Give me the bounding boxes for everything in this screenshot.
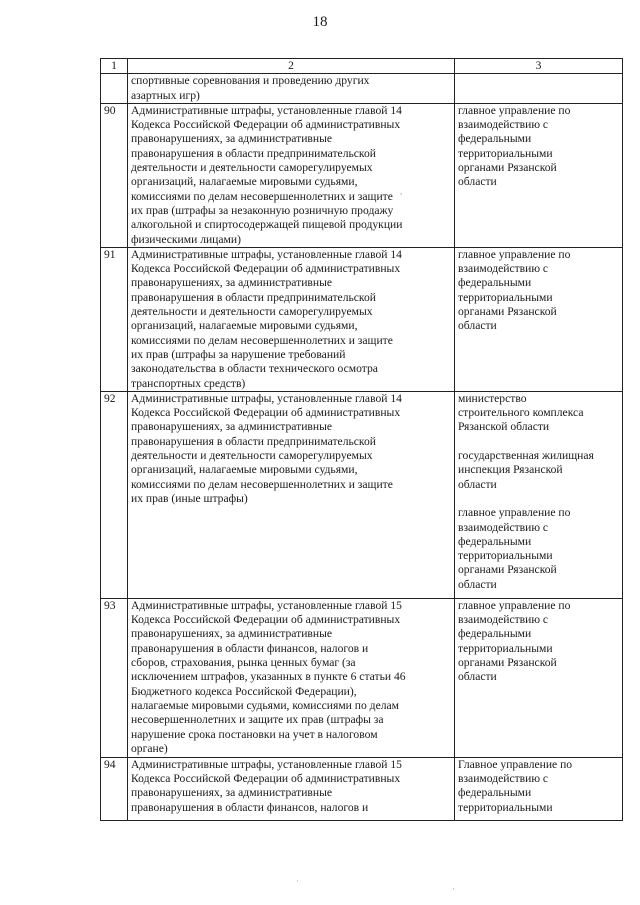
continuation-org-cell bbox=[455, 74, 623, 104]
scan-speck: , bbox=[400, 186, 403, 196]
org-spacer bbox=[458, 435, 619, 449]
administrator-cell bbox=[455, 247, 623, 391]
header-col-3: 3 bbox=[455, 59, 623, 74]
text-line: Административные штрафы, установленные главой 15 bbox=[131, 598, 402, 612]
table-row bbox=[101, 391, 623, 598]
text-line: законодательства в области технического осмотра bbox=[131, 362, 378, 376]
text-line: правонарушениях, за административные bbox=[131, 276, 333, 290]
text-line: алкогольной и спиртосодержащей пищевой продукции bbox=[131, 218, 403, 232]
text-line: Административные штрафы, установленные главой 14 bbox=[131, 103, 402, 117]
text-line: комиссиями по делам несовершеннолетних и защите bbox=[131, 477, 393, 491]
text-line: правонарушениях, за административные bbox=[131, 627, 333, 641]
text-line: Административные штрафы, установленные главой 14 bbox=[131, 247, 402, 261]
org-line: области bbox=[458, 577, 497, 591]
org-line: государственная жилищная bbox=[458, 449, 594, 463]
row-number: 90 bbox=[101, 103, 128, 247]
revenue-description bbox=[128, 598, 455, 757]
org-line: федеральными bbox=[458, 786, 532, 800]
text-line: Кодекса Российской Федерации об административных bbox=[131, 406, 401, 420]
org-line: инспекция Рязанской bbox=[458, 463, 563, 477]
org-line: федеральными bbox=[458, 627, 532, 641]
text-line: их прав (иные штрафы) bbox=[131, 491, 248, 505]
org-line: министерство bbox=[458, 391, 527, 405]
org-line: взаимодействию с bbox=[458, 262, 549, 276]
org-line: Рязанской области bbox=[458, 420, 550, 434]
org-line: главное управление по bbox=[458, 598, 571, 612]
row-number: 94 bbox=[101, 757, 128, 820]
org-line: органами Рязанской bbox=[458, 161, 557, 175]
text-line: правонарушения в области предпринимательской bbox=[131, 434, 376, 448]
revenue-description bbox=[128, 391, 455, 598]
text-line: физическими лицами) bbox=[131, 232, 241, 246]
org-spacer bbox=[458, 492, 619, 506]
administrator-cell bbox=[455, 757, 623, 820]
row-number: 91 bbox=[101, 247, 128, 391]
org-line: федеральными bbox=[458, 276, 532, 290]
org-line: главное управление по bbox=[458, 247, 571, 261]
administrator-cell bbox=[455, 103, 623, 247]
revenue-description bbox=[128, 757, 455, 820]
org-line: федеральными bbox=[458, 132, 532, 146]
text-line: организаций, налагаемые мировыми судьями, bbox=[131, 319, 358, 333]
row-number: 93 bbox=[101, 598, 128, 757]
text-line: Административные штрафы, установленные главой 15 bbox=[131, 757, 402, 771]
text-line: нарушение срока постановки на учет в налоговом bbox=[131, 727, 378, 741]
table-row bbox=[101, 103, 623, 247]
table-row bbox=[101, 247, 623, 391]
text-line: правонарушениях, за административные bbox=[131, 420, 333, 434]
text-line: правонарушения в области предпринимательской bbox=[131, 290, 376, 304]
org-line: органами Рязанской bbox=[458, 563, 557, 577]
org-line: территориальными bbox=[458, 641, 553, 655]
text-line: их прав (штрафы за нарушение требований bbox=[131, 347, 346, 361]
org-line: взаимодействию с bbox=[458, 772, 549, 786]
administrator-cell bbox=[455, 391, 623, 598]
revenue-description bbox=[128, 247, 455, 391]
org-line: главное управление по bbox=[458, 506, 571, 520]
administrator-cell bbox=[455, 598, 623, 757]
org-line: строительного комплекса bbox=[458, 406, 584, 420]
org-line: взаимодействию с bbox=[458, 520, 549, 534]
continuation-description bbox=[128, 74, 455, 104]
org-line: территориальными bbox=[458, 549, 553, 563]
org-line: территориальными bbox=[458, 800, 553, 814]
text-line: правонарушения в области финансов, налогов и bbox=[131, 641, 369, 655]
header-col-2: 2 bbox=[128, 59, 455, 74]
org-line: органами Рязанской bbox=[458, 656, 557, 670]
text-line: Кодекса Российской Федерации об административных bbox=[131, 118, 401, 132]
table-row bbox=[101, 757, 623, 820]
text-line: правонарушениях, за административные bbox=[131, 786, 333, 800]
text-line: комиссиями по делам несовершеннолетних и защите bbox=[131, 333, 393, 347]
org-line: взаимодействию с bbox=[458, 613, 549, 627]
org-line: области bbox=[458, 477, 497, 491]
revenue-description bbox=[128, 103, 455, 247]
text-line: азартных игр) bbox=[131, 88, 200, 102]
text-line: исключением штрафов, указанных в пункте 6 статьи 46 bbox=[131, 670, 406, 684]
text-line: правонарушения в области финансов, налогов и bbox=[131, 800, 369, 814]
text-line: деятельности и деятельности саморегулируемых bbox=[131, 161, 373, 175]
org-line: области bbox=[458, 319, 497, 333]
text-line: комиссиями по делам несовершеннолетних и защите bbox=[131, 189, 393, 203]
header-col-1: 1 bbox=[101, 59, 128, 74]
text-line: налагаемые мировыми судьями, комиссиями по делам bbox=[131, 698, 399, 712]
table-header-row bbox=[101, 59, 623, 74]
scan-speck: · bbox=[452, 884, 455, 894]
scan-speck: · bbox=[296, 876, 299, 886]
text-line: спортивные соревнования и проведению других bbox=[131, 74, 370, 88]
text-line: деятельности и деятельности саморегулируемых bbox=[131, 305, 373, 319]
org-line: федеральными bbox=[458, 534, 532, 548]
text-line: Бюджетного кодекса Российской Федерации), bbox=[131, 684, 357, 698]
org-line: органами Рязанской bbox=[458, 305, 557, 319]
page-number: 18 bbox=[312, 14, 328, 30]
org-line: области bbox=[458, 670, 497, 684]
text-line: их прав (штрафы за незаконную розничную продажу bbox=[131, 203, 394, 217]
row-number: 92 bbox=[101, 391, 128, 598]
text-line: правонарушения в области предпринимательской bbox=[131, 146, 376, 160]
org-line: территориальными bbox=[458, 290, 553, 304]
text-line: сборов, страхования, рынка ценных бумаг (за bbox=[131, 656, 356, 670]
org-line: Главное управление по bbox=[458, 757, 573, 771]
text-line: Кодекса Российской Федерации об административных bbox=[131, 262, 401, 276]
text-line: транспортных средств) bbox=[131, 376, 246, 390]
table-row bbox=[101, 598, 623, 757]
org-line: взаимодействию с bbox=[458, 118, 549, 132]
revenue-table bbox=[100, 58, 623, 821]
text-line: органе) bbox=[131, 741, 168, 755]
text-line: деятельности и деятельности саморегулируемых bbox=[131, 449, 373, 463]
text-line: правонарушениях, за административные bbox=[131, 132, 333, 146]
text-line: организаций, налагаемые мировыми судьями, bbox=[131, 175, 358, 189]
org-line: главное управление по bbox=[458, 103, 571, 117]
continuation-num-cell bbox=[101, 74, 128, 104]
org-line: области bbox=[458, 175, 497, 189]
text-line: организаций, налагаемые мировыми судьями, bbox=[131, 463, 358, 477]
text-line: несовершеннолетних и защите их прав (штрафы за bbox=[131, 713, 384, 727]
text-line: Кодекса Российской Федерации об административных bbox=[131, 772, 401, 786]
org-line: территориальными bbox=[458, 146, 553, 160]
text-line: Кодекса Российской Федерации об административных bbox=[131, 613, 401, 627]
continuation-row bbox=[101, 74, 623, 104]
text-line: Административные штрафы, установленные главой 14 bbox=[131, 391, 402, 405]
